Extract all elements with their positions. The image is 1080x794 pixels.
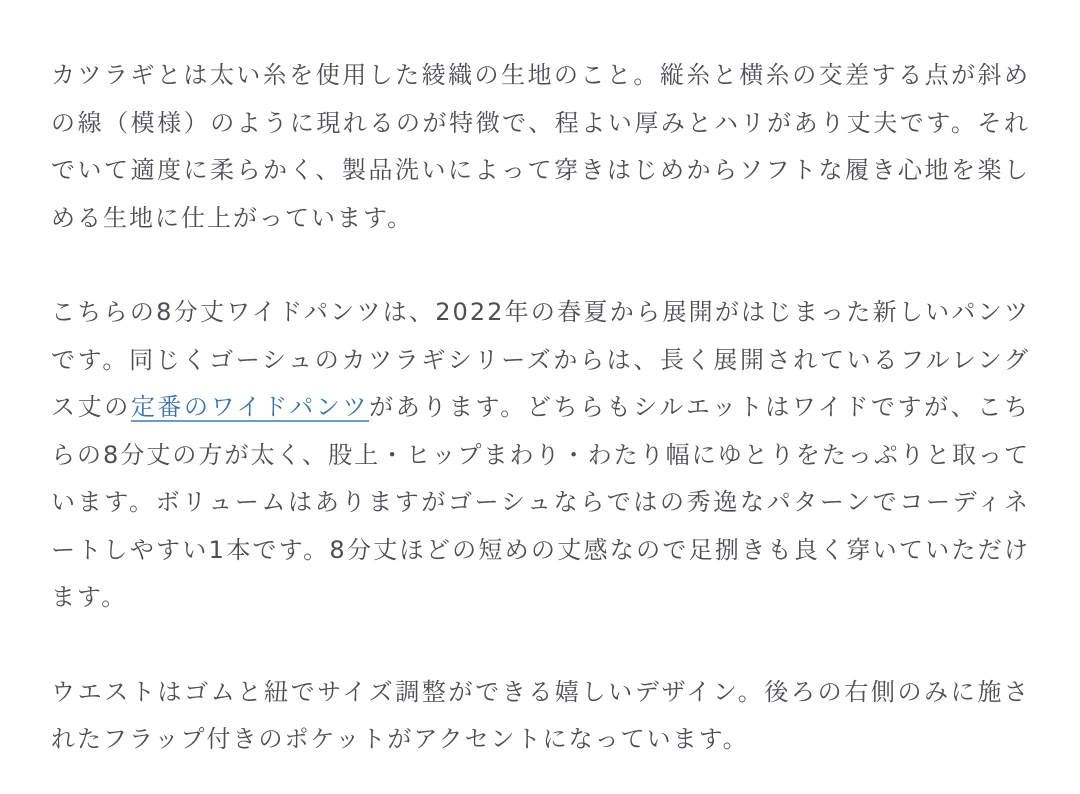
pants-description-paragraph — [51, 289, 1030, 622]
pants-description-text-after-link: があります。どちらもシルエットはワイドですが、こちらの8分丈の方が太く、股上・ヒップまわり・わたり幅にゆとりをたっぷりと取っています。ボリュームはありますがゴーシュならではの秀逸なパターンでコーディネートしやすい1本です。8分丈ほどの短めの丈感なので足捌きも良く穿いていただけます。 — [51, 393, 1030, 611]
pants-description-text-before-link: こちらの8分丈ワイドパンツは、2022年の春夏から展開がはじまった新しいパンツです。同じくゴーシュのカツラギシリーズからは、長く展開されているフルレングス丈の — [51, 298, 1030, 421]
standard-wide-pants-link[interactable]: 定番のワイドパンツ — [130, 393, 370, 421]
waist-description-paragraph: ウエストはゴムと紐でサイズ調整ができる嬉しいデザイン。後ろの右側のみに施されたフラップ付きのポケットがアクセントになっています。 — [51, 677, 1030, 753]
fabric-description-paragraph: カツラギとは太い糸を使用した綾織の生地のこと。縦糸と横糸の交差する点が斜めの線（模様）のように現れるのが特徴で、程よい厚みとハリがあり丈夫です。それでいて適度に柔らかく、製品洗いによって穿きはじめからソフトな履き心地を楽しめる生地に仕上がっています。 — [51, 61, 1030, 232]
